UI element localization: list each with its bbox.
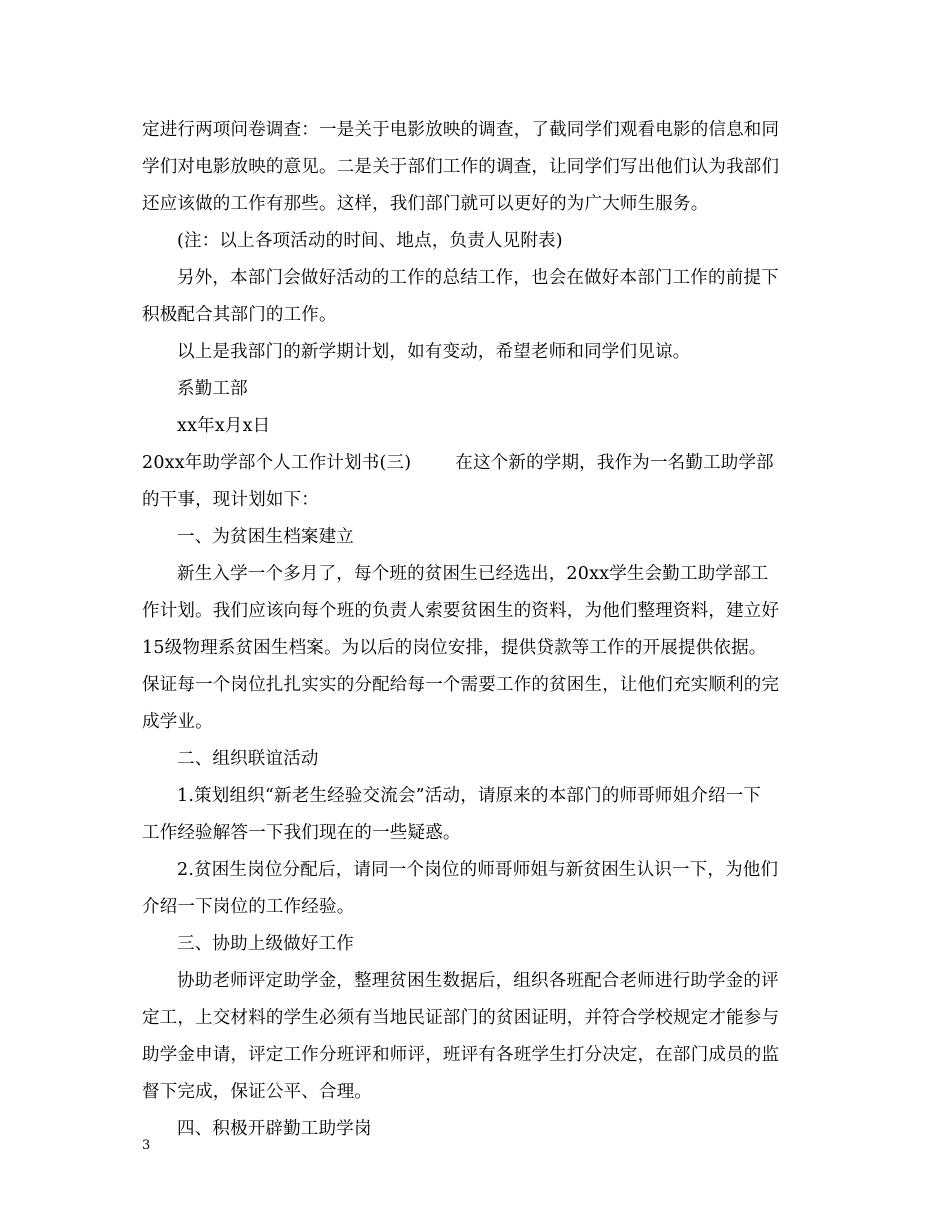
text-line	[142, 704, 812, 741]
text-line	[142, 519, 812, 556]
text-line	[142, 371, 812, 408]
text-line-content: 新生入学一个多月了，每个班的贫困生已经选出，20xx学生会勤工助学部工	[177, 564, 769, 584]
text-line	[142, 778, 812, 815]
text-line	[142, 1000, 812, 1037]
text-line	[142, 260, 812, 297]
text-line	[142, 482, 812, 519]
text-line-content: 积极配合其部门的工作。	[142, 305, 337, 325]
text-line	[142, 1074, 812, 1111]
text-line-content: 20xx年助学部个人工作计划书(三)	[142, 453, 412, 473]
text-line-content: 定工，上交材料的学生必须有当地民证部门的贫困证明，并符合学校规定才能参与	[142, 1008, 780, 1028]
text-line	[142, 926, 812, 963]
text-line	[142, 186, 812, 223]
text-line-content: 协助老师评定助学金，整理贫困生数据后，组织各班配合老师进行助学金的评	[177, 971, 779, 991]
text-line	[142, 297, 812, 334]
text-line-content: 督下完成，保证公平、合理。	[142, 1082, 373, 1102]
text-line	[142, 1111, 812, 1148]
text-line	[142, 408, 812, 445]
text-line-content: 作计划。我们应该向每个班的负责人索要贫困生的资料，为他们整理资料，建立好	[142, 601, 780, 621]
text-line-content: (注：以上各项活动的时间、地点，负责人见附表)	[177, 231, 563, 251]
text-line-content: 还应该做的工作有那些。这样，我们部门就可以更好的为广大师生服务。	[142, 194, 709, 214]
text-line	[142, 593, 812, 630]
text-line	[142, 112, 812, 149]
text-line	[142, 630, 812, 667]
text-line-content: 1.策划组织“新老生经验交流会”活动，请原来的本部门的师哥师姐介绍一下	[177, 786, 762, 806]
text-line	[142, 741, 812, 778]
text-line-content: 一、为贫困生档案建立	[177, 527, 354, 547]
text-line-content: 的干事，现计划如下：	[142, 490, 319, 510]
text-line-content: 保证每一个岗位扎扎实实的分配给每一个需要工作的贫困生，让他们充实顺利的完	[142, 675, 780, 695]
text-line	[142, 667, 812, 704]
text-line-content: 二、组织联谊活动	[177, 749, 319, 769]
text-line	[142, 1037, 812, 1074]
page-number: 3	[142, 1138, 151, 1153]
text-line-content: 助学金申请，评定工作分班评和师评，班评有各班学生打分决定，在部门成员的监	[142, 1045, 780, 1065]
text-line	[142, 149, 812, 186]
text-line	[142, 815, 812, 852]
text-line	[142, 963, 812, 1000]
text-line	[142, 445, 812, 482]
text-line-content: 15级物理系贫困生档案。为以后的岗位安排，提供贷款等工作的开展提供依据。	[142, 638, 767, 658]
text-line-content: 系勤工部	[177, 379, 248, 399]
text-line-content: 2.贫困生岗位分配后，请同一个岗位的师哥师姐与新贫困生认识一下，为他们	[177, 860, 779, 880]
text-line	[142, 852, 812, 889]
text-line	[142, 889, 812, 926]
text-line-content: 成学业。	[142, 712, 213, 732]
text-line-content: 工作经验解答一下我们现在的一些疑惑。	[142, 823, 461, 843]
text-line	[142, 223, 812, 260]
text-line-content: 学们对电影放映的意见。二是关于部们工作的调查，让同学们写出他们认为我部们	[142, 157, 780, 177]
text-line-continuation: 在这个新的学期，我作为一名勤工助学部	[455, 453, 774, 473]
text-line-content: 三、协助上级做好工作	[177, 934, 354, 954]
text-line	[142, 556, 812, 593]
document-body	[142, 112, 812, 1148]
text-line-content: 介绍一下岗位的工作经验。	[142, 897, 355, 917]
text-line-content: xx年x月x日	[177, 416, 271, 436]
text-line-content: 定进行两项问卷调查：一是关于电影放映的调查，了截同学们观看电影的信息和同	[142, 120, 780, 140]
text-line	[142, 334, 812, 371]
text-line-content: 四、积极开辟勤工助学岗	[177, 1119, 372, 1139]
text-line-content: 以上是我部门的新学期计划，如有变动，希望老师和同学们见谅。	[177, 342, 691, 362]
text-line-content: 另外，本部门会做好活动的工作的总结工作，也会在做好本部门工作的前提下	[177, 268, 779, 288]
